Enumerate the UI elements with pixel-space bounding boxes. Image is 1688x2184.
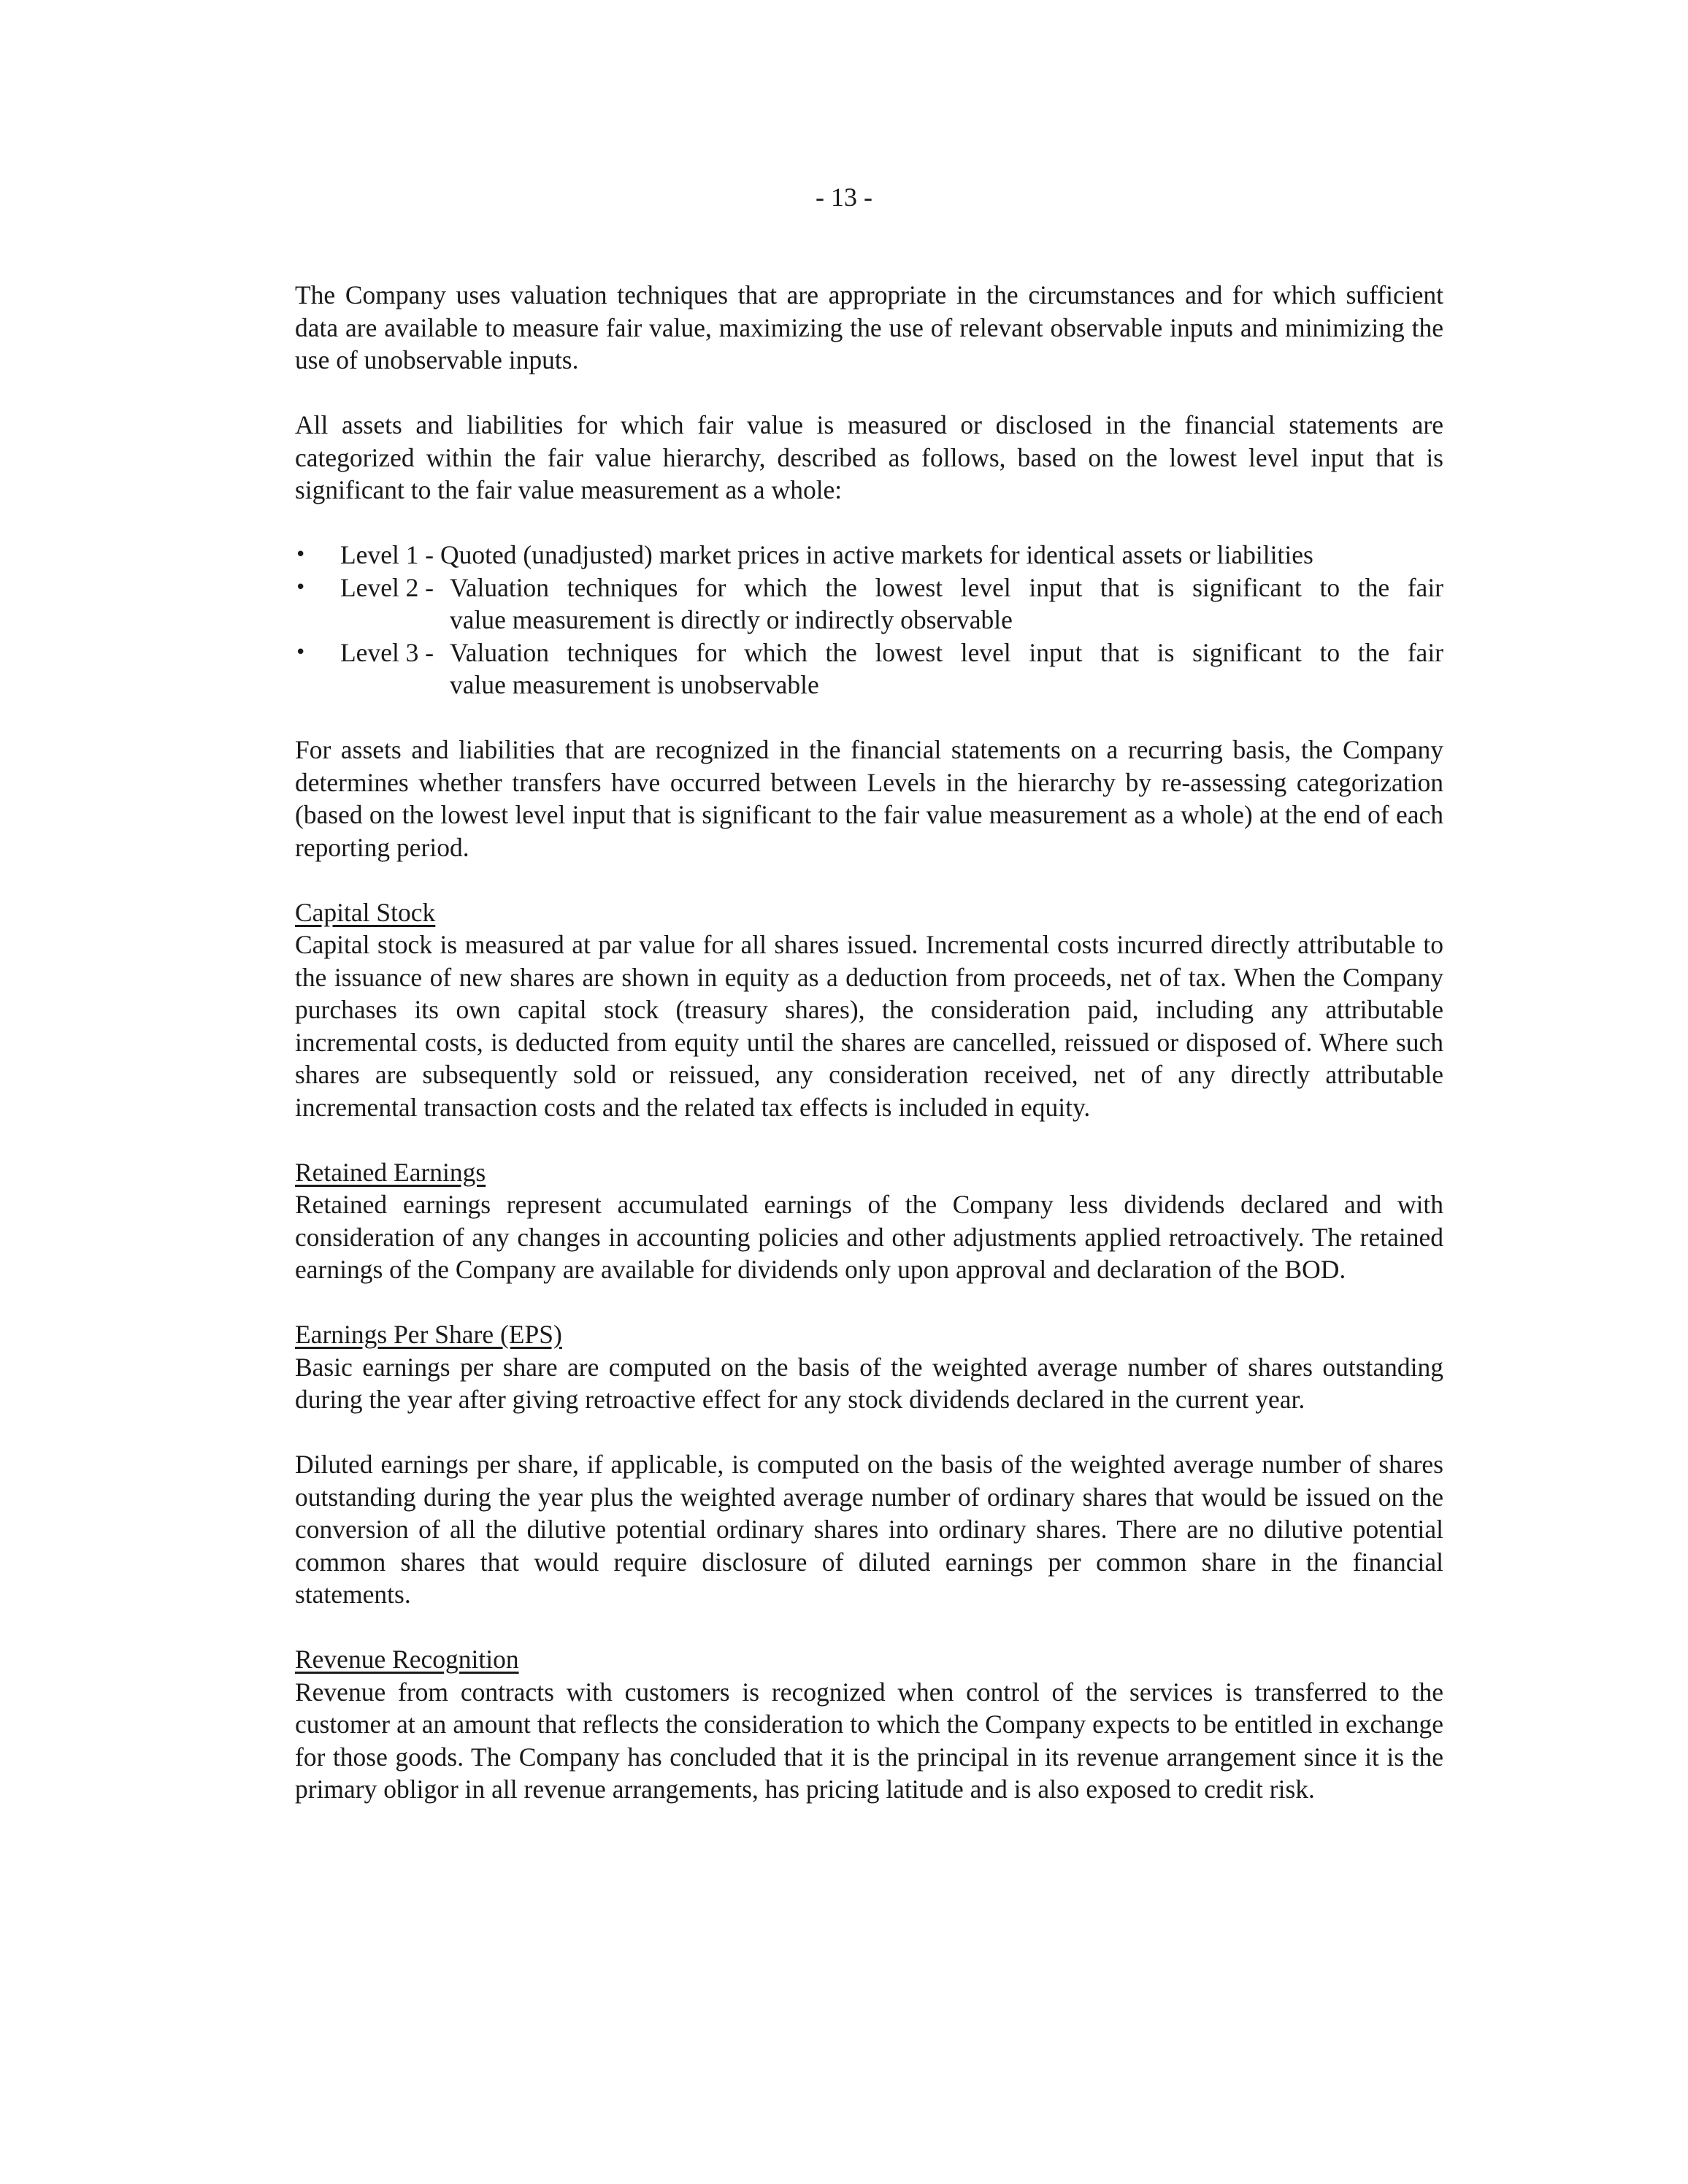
section-paragraph: Diluted earnings per share, if applicable, is computed on the basis of the weighted average number of shares outstanding during the year plus the weighted average number of ordinary shares that would be issued on the conversion of all the dilutive potential ordinary shares into ordinary shares. There are no dilutive potential common shares that would require disclosure of diluted earnings per common share in the financial statements.	[295, 1450, 1443, 1609]
level-3-label: Level 3 -	[340, 637, 434, 667]
level-3-continuation: value measurement is unobservable	[450, 670, 819, 699]
section-retained-earnings	[295, 1156, 1443, 1286]
level-2-continuation: value measurement is directly or indirectly observable	[450, 605, 1013, 634]
document-body	[295, 279, 1443, 1838]
section-revenue-recognition	[295, 1643, 1443, 1806]
section-paragraph: Capital stock is measured at par value for all shares issued. Incremental costs incurred directly attributable to the issuance of new shares are shown in equity as a deduction from proceeds, net of tax. When the Company purchases its own capital stock (treasury shares), the consideration paid, including any attributable incremental costs, is deducted from equity until the shares are cancelled, reissued or disposed of. Where such shares are subsequently sold or reissued, any consideration received, net of any directly attributable incremental transaction costs and the related tax effects is included in equity.	[295, 930, 1443, 1122]
bullet-icon: •	[295, 576, 307, 599]
section-paragraph: Revenue from contracts with customers is recognized when control of the services is transferred to the customer at an amount that reflects the consideration to which the Company expects to be entitled in exchange for those goods. The Company has concluded that it is the principal in its revenue arrangement since it is the primary obligor in all revenue arrangements, has pricing latitude and is also exposed to credit risk.	[295, 1677, 1443, 1804]
section-earnings-per-share	[295, 1318, 1443, 1611]
section-heading: Retained Earnings	[295, 1157, 486, 1187]
level-2-item	[295, 572, 1443, 637]
level-2-first-line: Valuation techniques for which the lowest level input that is significant to the fair	[450, 572, 1443, 602]
fair-value-hierarchy-paragraph: All assets and liabilities for which fair value is measured or disclosed in the financial statements are categorized within the fair value hierarchy, described as follows, based on the lowest level input that is significant to the fair value measurement as a whole:	[295, 410, 1443, 504]
level-1-text: Level 1 - Quoted (unadjusted) market prices in active markets for identical assets or liabilities	[340, 540, 1313, 569]
section-heading: Earnings Per Share (EPS)	[295, 1320, 562, 1349]
level-1-item	[295, 539, 1443, 572]
level-2-label: Level 2 -	[340, 572, 434, 602]
level-3-description	[450, 637, 1443, 701]
fair-value-levels-list	[295, 539, 1443, 701]
section-paragraph: Basic earnings per share are computed on the basis of the weighted average number of shares outstanding during the year after giving retroactive effect for any stock dividends declared in the current year.	[295, 1352, 1443, 1414]
section-heading: Capital Stock	[295, 897, 436, 927]
page-number: - 13 -	[816, 182, 872, 212]
section-paragraph: Retained earnings represent accumulated earnings of the Company less dividends declared and with consideration of any changes in accounting policies and other adjustments applied retroactively. The retained earnings of the Company are available for dividends only upon approval and declaration of the BOD.	[295, 1190, 1443, 1284]
valuation-techniques-paragraph: The Company uses valuation techniques that are appropriate in the circumstances and for which sufficient data are available to measure fair value, maximizing the use of relevant observable inputs and minimizing the use of unobservable inputs.	[295, 280, 1443, 374]
level-3-first-line: Valuation techniques for which the lowest level input that is significant to the fair	[450, 637, 1443, 667]
level-2-description	[450, 572, 1443, 637]
section-heading: Revenue Recognition	[295, 1645, 519, 1674]
section-capital-stock	[295, 896, 1443, 1124]
bullet-icon: •	[295, 641, 307, 664]
transfers-between-levels-paragraph: For assets and liabilities that are recognized in the financial statements on a recurring basis, the Company determines whether transfers have occurred between Levels in the hierarchy by re-assessing categorization (based on the lowest level input that is significant to the fair value measurement as a whole) at the end of each reporting period.	[295, 735, 1443, 862]
bullet-icon: •	[295, 544, 307, 566]
level-3-item	[295, 637, 1443, 701]
